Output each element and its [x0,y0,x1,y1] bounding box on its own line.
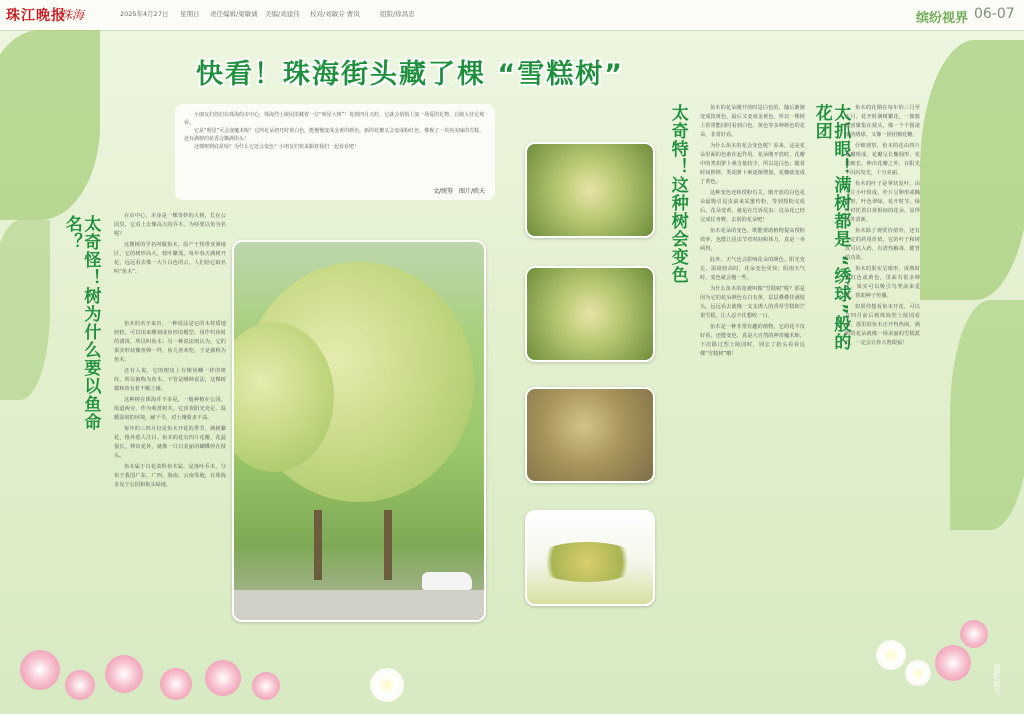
pink-flower-decoration [252,672,280,700]
article-column-middle [700,104,805,634]
paragraph: 鱼木的花朵刚开放时是白色的，随后渐渐变成淡黄色，最后又变成金黄色，所以一棵树上常常能同时看到白色、黄色等多种颜色的花朵，非常好看。 [700,105,805,138]
tree-trunk [384,510,392,580]
tree-photo [232,240,486,622]
white-flower-decoration [370,668,404,702]
paragraph: 鱼木花朵的变色，既能帮助植物提高授粉效率，也能让昆虫节省时间和体力，真是一举两得。 [700,228,805,252]
paragraph: 为什么鱼木的花会变色呢？原来，这是花朵里面的色素在起作用。花朵刚开放时，花瓣中的类胡萝卜素含量较少，所以是白色；随着时间推移，类胡萝卜素逐渐增加，花瓣就变成了黄色。 [700,143,805,185]
subhead-logo: 珠海 [60,8,85,22]
article-column-left-bottom [114,320,226,625]
section-name: 缤纷视界 [916,11,969,26]
paragraph: 每年的三四月份是鱼木开花的季节，满树繁花，格外惹人注目。鱼木的花有四片花瓣，花蕊很长，伸出花外，就像一只只美丽的蝴蝶停在枝头。 [114,426,226,459]
flower-closeup-photo [525,142,655,238]
article-column-left-top [114,212,226,317]
paragraph: 为什么鱼木的花被叫做“雪糕树”呢？那是因为它的花朵颜色有白有黄，层层叠叠挂满枝头，远远看去就像一支支诱人的香草雪糕和芒果雪糕，让人忍不住想咬一口。 [700,286,805,319]
proofreader-credit: 校对/刘敏芬 曹岚 [310,10,360,18]
intro-box [175,104,495,200]
foliage-decoration [920,40,1024,300]
intro-paragraph: 小朋友们你们在珠海的市中心，珠海烈士陵园里藏着一位“明星大树”！每到四月天时，它就会悄悄上演一场爱的礼物，让路人驻足观看。 [184,112,485,126]
paragraph: 这种树在珠海并不多见，一般种植在公园、街道两旁，作为观赏树木。它喜欢阳光充足、温暖湿润的环境，耐干旱，对土壤要求不高。 [114,397,226,421]
pink-flower-decoration [20,650,60,690]
paragraph: 还有人说，它的树皮上有像鱼鳞一样的斑纹，所以被称为鱼木。不管是哪种说法，这棵树都和鱼有着不解之缘。 [114,368,226,392]
road [234,590,484,620]
paragraph: 此外，天气也会影响花朵的颜色。阳光充足、温度较高时，花朵变色更快；阴雨天气时，变色就会慢一些。 [700,257,805,281]
paragraph: 鱼木除了观赏价值外，还有一定的药用价值。它的叶子和树皮可以入药，有清热解毒、健胃的功效。 [845,228,920,261]
flower-cluster-photo [525,266,655,362]
white-flower-decoration [876,640,906,670]
paragraph: 鱼木的花期在每年的三月至五月，花开时满树繁花，一簇簇花团聚集在枝头，像一个个圆滚滚的绣球，又像一团团棉花糖。 [845,105,920,138]
pink-flower-decoration [935,645,971,681]
masthead-logo: 珠江晚报 [6,8,66,24]
photo-credit: 摄影/欧天 [993,664,1001,695]
paragraph: 这棵树的学名叫做鱼木，原产于热带亚洲地区，它的树形高大，枝叶繁茂，每年春天满树开花，远远看去像一大片白色的云。人们给它取名叫“鱼木”。 [114,242,226,275]
paragraph: 鱼木属于白花菜科鱼木属，是落叶乔木，分布于我国广东、广西、海南、云南等地，在珠海多见于公园和街头绿地。 [114,464,226,488]
white-flower-decoration [905,660,931,686]
pink-flower-decoration [65,670,95,700]
designer-credit: 美编/刘建伟 [265,10,300,18]
heading-left: 太奇怪！树为什么要以鱼命名？ [61,215,101,431]
paragraph: 如果你想看鱼木开花，可以在四月前后到珠海烈士陵园看看，那里的鱼木正开得热闹，满树的花朵就像一场美丽的雪糕派对，一定会让你大饱眼福！ [845,304,920,346]
issue-weekday: 星期日 [180,10,200,18]
tree-trunk [314,510,322,580]
flower-branch-photo [525,510,655,606]
article-column-right [845,104,920,634]
pink-flower-decoration [205,660,241,696]
intro-paragraph: 它是“明星”可会变魔术呢！它的花朵初开时黄白色，能慢慢变成金黄的颜色，新的花瓣又会变成粉红色，像极了一块块美味的雪糕，还有满树的花香会飘满街头！ [184,128,485,142]
paragraph: 仔细观察，鱼木的花由四片花瓣组成，花瓣呈长椭圆形，花蕊细长，伸出花瓣之外，在阳光下闪闪发光，十分美丽。 [845,143,920,176]
pink-flower-decoration [160,668,192,700]
intro-byline: 文/统筹 图片/欧天 [432,188,485,195]
paragraph: 鱼木是一种非常有趣的植物，它的花不仅好看，还能变色，真是大自然的神奇魔术师。下次路过烈士陵园时，别忘了抬头看看这棵“雪糕树”哦！ [700,324,805,357]
paragraph: 这种变色还和授粉有关。刚开放的白色花朵最吸引昆虫前来采蜜传粉，等到授粉完成后，花朵变黄，就是在告诉昆虫：这朵花已经完成任务啦，去别的花朵吧！ [700,190,805,223]
heading-right: 太抓眼！满树都是 “绣球”般的花团 [811,104,851,352]
white-car [422,572,472,590]
paragraph: 鱼木的叶子是掌状复叶，由三片小叶组成，叶片呈卵形或椭圆形，叶色翠绿，花开时节，绿叶衬托着白黄相间的花朵，显得格外清新。 [845,181,920,223]
pink-flower-decoration [105,655,143,693]
heading-middle: 太奇特！这种树会变色 [667,104,688,284]
page-header [0,0,1024,31]
paragraph: 在市中心，本身是一棵奇妙的大树，长在公园里，它看上去像高大的乔木，为啥要以鱼为名呢？ [114,213,226,237]
issue-date: 2025年4月27日 [120,10,169,18]
paragraph: 鱼木的名字来历，一种说法是它的木材质地轻软，可以用来雕刻成鱼形的模型，用作钓鱼时的诱饵，所以叫鱼木；另一种说法则认为，它的果实形状像鱼卵一样，鱼儿喜欢吃，于是被称为鱼木。 [114,321,226,363]
page-title: 快看！珠海街头藏了棵 “雪糕树” [196,59,624,90]
paragraph: 鱼木的果实呈球形，成熟时为红色或黄色，里面有很多种子。果实可以吸引鸟类前来觅食，帮助种子传播。 [845,266,920,299]
intro-paragraph: 这棵树到底是啥？为什么它还会变色？小朋友们快来跟着我们一起看看吧！ [194,144,360,150]
editor-credit: 责任编辑/梁敏诚 [210,10,258,18]
flower-branch [532,542,642,582]
foliage-decoration [0,220,50,400]
pink-flower-decoration [960,620,988,648]
foliage-decoration [950,300,1024,530]
fallen-petals-photo [525,387,655,483]
page-numbers: 06-07 [974,6,1015,22]
layout-credit: 组版/徐昌忠 [380,10,415,18]
foliage-decoration [0,30,100,220]
